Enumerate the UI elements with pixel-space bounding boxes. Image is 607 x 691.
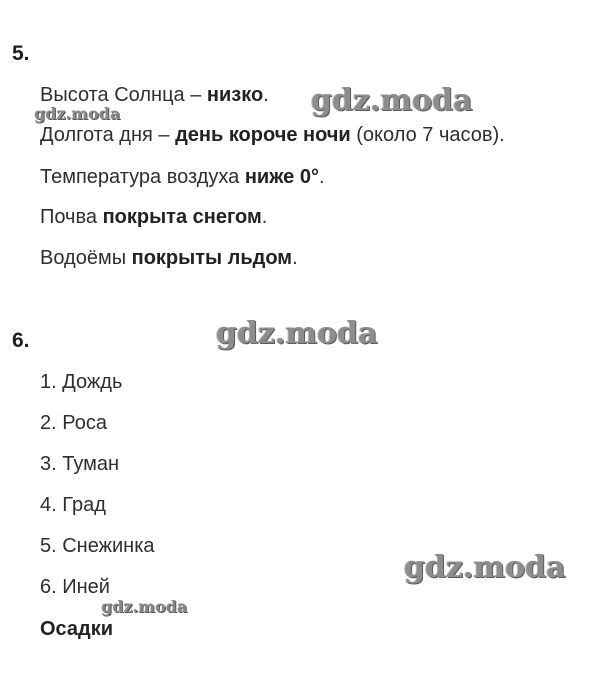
line-text: . [292,247,298,269]
task-6-item-4: 4. Град [40,494,106,516]
line-text: Высота Солнца – [40,84,207,106]
task-5-line-3 [40,165,325,189]
line-text: Водоёмы [40,247,132,269]
line-text: Долгота дня – [40,124,176,146]
line-text: . [263,84,269,106]
task-6-item-2: 2. Роса [40,412,107,434]
line-text: Температура воздуха [40,166,245,188]
task-6-item-3: 3. Туман [40,453,120,475]
line-answer: день короче ночи [175,124,351,146]
line-answer: покрыта снегом [102,206,262,228]
line-answer: покрыты льдом [131,247,293,269]
task-5-line-2 [40,123,505,147]
line-text: . [261,206,268,228]
line-text: (около 7 часов). [350,124,505,146]
watermark-logo: gdz.moda [34,104,121,123]
answer-text: Осадки [40,618,114,640]
task-5-number: 5. [12,42,30,65]
watermark-logo: gdz.moda [311,83,473,118]
task-6-item-5: 5. Снежинка [40,535,155,557]
task-6-answer [40,617,113,641]
task-6-item-1: 1. Дождь [40,371,123,393]
task-6-number: 6. [12,329,30,352]
watermark-logo: gdz.moda [101,597,188,616]
line-answer: ниже 0° [244,166,319,188]
task-5-line-5 [40,246,298,270]
line-text: Почва [40,206,103,228]
task-6-item-6: 6. Иней [40,576,110,598]
line-answer: низко [206,84,264,106]
watermark-logo: gdz.moda [404,550,566,585]
task-5-line-4 [40,205,267,229]
line-text: . [318,166,325,188]
watermark-logo: gdz.moda [216,316,378,351]
